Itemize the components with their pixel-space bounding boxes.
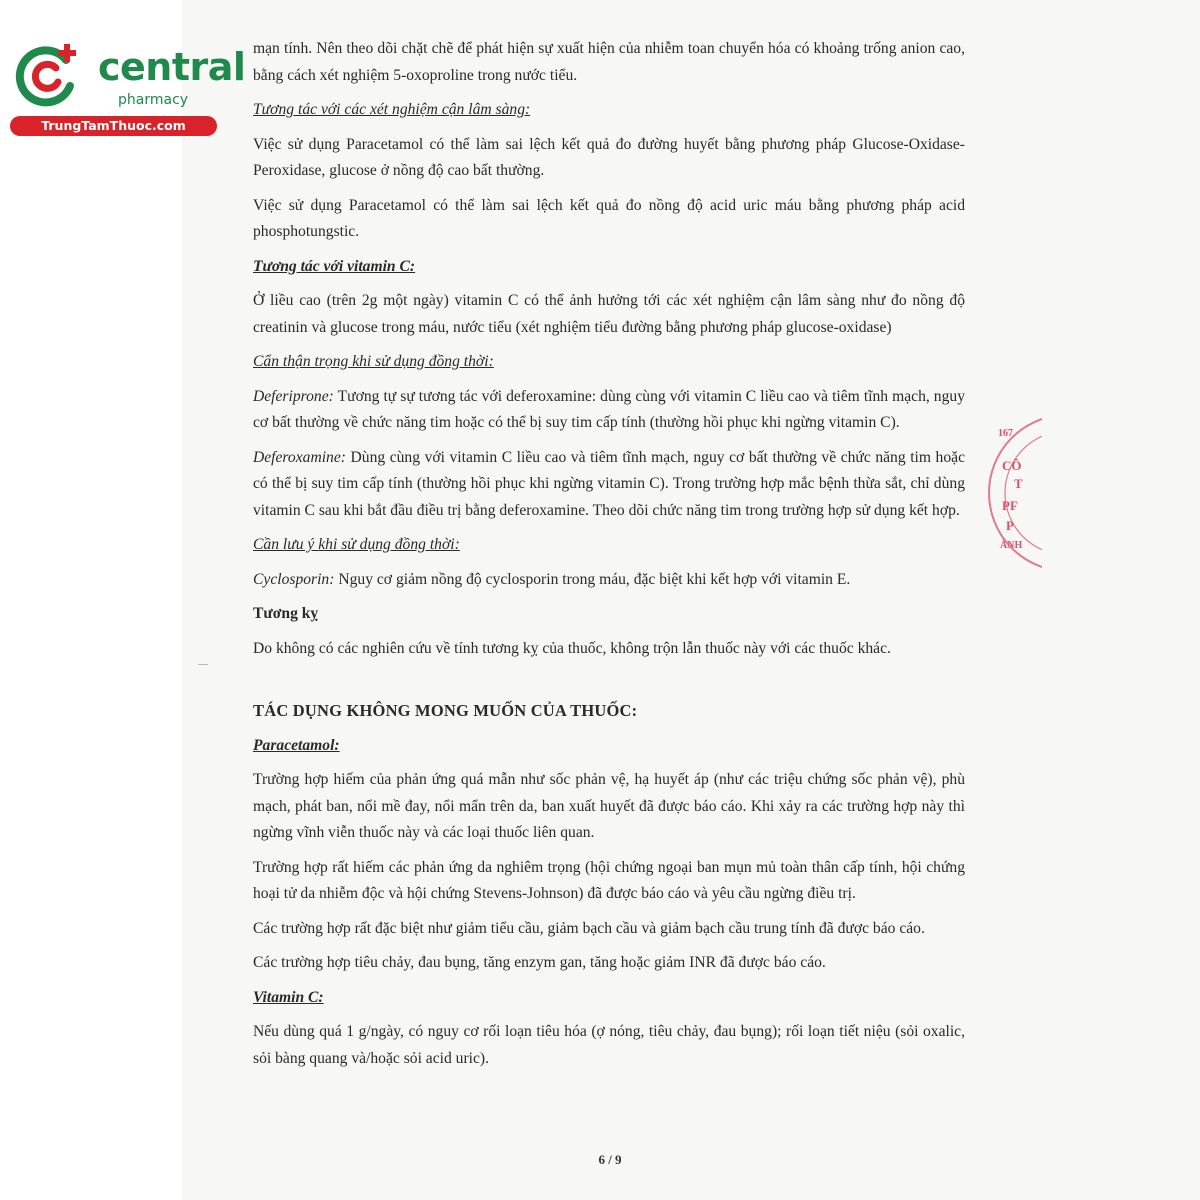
paragraph: Do không có các nghiên cứu về tính tương kỵ của thuốc, không trộn lẫn thuốc này với các thuốc khác. <box>253 639 891 657</box>
paragraph-cyclosporin <box>253 567 965 594</box>
drug-name: Deferiprone: <box>253 387 334 405</box>
paragraph: mạn tính. Nên theo dõi chặt chẽ để phát hiện sự xuất hiện của nhiễm toan chuyển hóa có khoảng trống anion cao, bằng cách xét nghiệm 5-oxoproline trong nước tiểu. <box>253 40 965 84</box>
paragraph: Trường hợp rất hiếm các phản ứng da nghiêm trọng (hội chứng ngoại ban mụn mủ toàn thân cấp tính, hội chứng hoại tử da nhiễm độc và hội chứng Stevens-Johnson) đã được báo cáo và yêu cầu ngừng điều trị. <box>253 858 965 902</box>
heading-vitamin-c-interactions: Tương tác với vitamin C: <box>253 257 416 275</box>
central-pharmacy-logo[interactable] <box>8 38 246 138</box>
page-number: 6 / 9 <box>598 1152 622 1167</box>
stamp-text-6: ÀNH <box>1000 540 1023 551</box>
stamp-text-5: P <box>1006 518 1014 533</box>
section-title-side-effects: TÁC DỤNG KHÔNG MONG MUỐN CỦA THUỐC: <box>253 701 638 720</box>
logo-subtitle: pharmacy <box>118 92 189 108</box>
paragraph-deferiprone <box>253 384 965 437</box>
paragraph: Việc sử dụng Paracetamol có thể làm sai lệch kết quả đo nồng độ acid uric máu bằng phương pháp acid phosphotungstic. <box>253 196 965 240</box>
document-body <box>253 36 965 1080</box>
drug-text: Tương tự sự tương tác với deferoxamine: dùng cùng với vitamin C liều cao và tiêm tĩnh mạch, nguy cơ bất thường về chức năng tim hoặc có thể bị suy tim cấp tính (thường hồi phục khi ngừng vitamin C). <box>253 387 965 431</box>
stamp-text-2: CÔ <box>1002 458 1022 473</box>
heading-lab-interactions: Tương tác với các xét nghiệm cận lâm sàng: <box>253 101 531 118</box>
drug-text: Dùng cùng với vitamin C liều cao và tiêm tĩnh mạch, nguy cơ bất thường về chức năng tim hoặc có thể bị suy tim cấp tính (thường hồi phục khi ngừng vitamin C). Trong trường hợp mắc bệnh thừa sắt, chỉ dùng vitamin C sau khi bắt đầu điều trị bằng deferoxamine. Theo dõi chức năng tim trong trường hợp sử dụng kết hợp. <box>253 448 965 519</box>
heading-vitamin-c: Vitamin C: <box>253 988 324 1006</box>
stamp-text-1: 167 <box>998 428 1013 439</box>
paragraph: Nếu dùng quá 1 g/ngày, có nguy cơ rối loạn tiêu hóa (ợ nóng, tiêu chảy, đau bụng); rối loạn tiết niệu (sỏi oxalic, sỏi bàng quang và/hoặc sỏi acid uric). <box>253 1023 965 1067</box>
heading-caution: Cẩn thận trọng khi sử dụng đồng thời: <box>253 353 494 370</box>
drug-name: Cyclosporin: <box>253 570 335 588</box>
red-seal-stamp <box>982 408 1042 578</box>
drug-text: Nguy cơ giảm nồng độ cyclosporin trong máu, đặc biệt khi kết hợp với vitamin E. <box>334 570 851 588</box>
heading-note: Cần lưu ý khi sử dụng đồng thời: <box>253 536 460 553</box>
logo-website-banner: TrungTamThuoc.com <box>10 116 217 136</box>
paragraph: Các trường hợp tiêu chảy, đau bụng, tăng enzym gan, tăng hoặc giảm INR đã được báo cáo. <box>253 954 826 971</box>
margin-mark <box>198 664 208 665</box>
stamp-text-3: T <box>1014 476 1023 491</box>
heading-incompatibility: Tương kỵ <box>253 605 319 622</box>
pharmacy-cross-icon <box>12 38 84 110</box>
paragraph-deferoxamine <box>253 445 965 525</box>
heading-paracetamol: Paracetamol: <box>253 736 340 754</box>
paragraph: Việc sử dụng Paracetamol có thể làm sai lệch kết quả đo đường huyết bằng phương pháp Glucose-Oxidase-Peroxidase, glucose ở nồng độ cao bất thường. <box>253 135 965 179</box>
drug-name: Deferoxamine: <box>253 448 346 466</box>
logo-wordmark: central <box>98 45 246 89</box>
paragraph: Trường hợp hiếm của phản ứng quá mẫn như sốc phản vệ, hạ huyết áp (như các triệu chứng sốc phản vệ), phù mạch, phát ban, nổi mề đay, nổi mẩn trên da, ban xuất huyết đã được báo cáo. Khi xảy ra các trường hợp này thì ngừng vĩnh viễn thuốc này và các loại thuốc liên quan. <box>253 771 965 841</box>
stamp-text-4: PF <box>1002 498 1018 513</box>
paragraph: Các trường hợp rất đặc biệt như giảm tiểu cầu, giảm bạch cầu và giảm bạch cầu trung tính đã được báo cáo. <box>253 919 925 937</box>
paragraph: Ở liều cao (trên 2g một ngày) vitamin C có thể ảnh hưởng tới các xét nghiệm cận lâm sàng như đo nồng độ creatinin và glucose trong máu, nước tiểu (xét nghiệm tiểu đường bằng phương pháp glucose-oxidase) <box>253 292 965 336</box>
